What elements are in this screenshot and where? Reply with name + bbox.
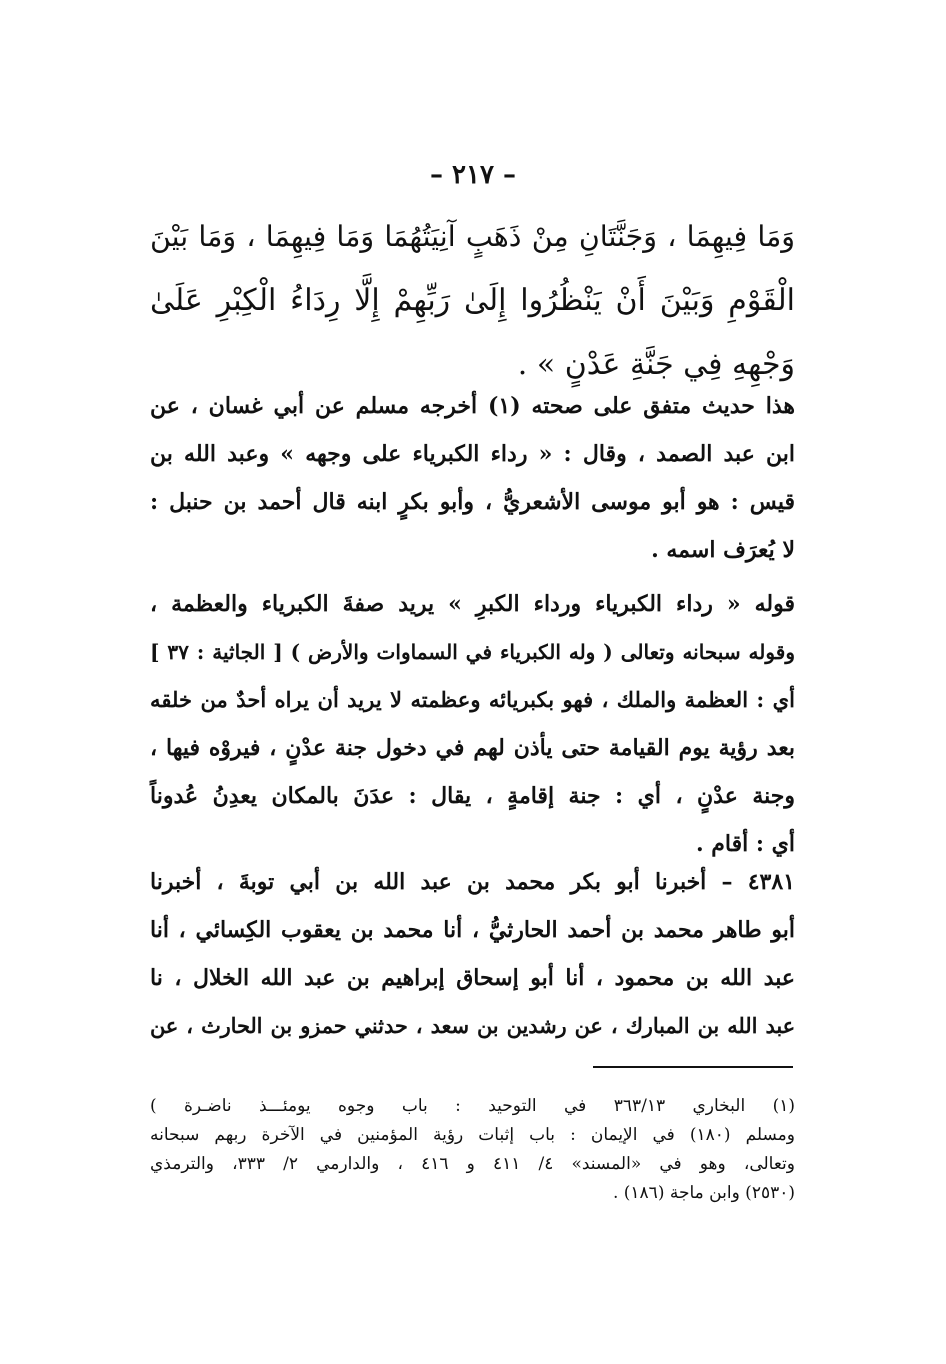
footnote-line: ومسلم (١٨٠) في الإيمان : باب إثبات رؤية المؤمنين في الآخرة ربهم سبحانه xyxy=(150,1125,796,1145)
page-number: – ٢١٧ – xyxy=(429,160,517,190)
paragraph-line: عبد الله بن المبارك ، عن رشدين بن سعد ، حدثني حمزو بن الحارث ، عن xyxy=(150,1014,795,1038)
paragraph-line: أبو طاهر محمد بن أحمد الحارثيُّ ، أنا محمد بن يعقوب الكِسائي ، أنا xyxy=(150,917,795,943)
paragraph-hadith-chain xyxy=(150,858,795,1050)
paragraph-line: قوله « رداء الكبرياء ورداء الكبرِ » يريد صفةَ الكبرياء والعظمة ، xyxy=(150,591,795,617)
paragraph-line: أي : أقام . xyxy=(695,831,795,857)
footnote-divider xyxy=(593,1066,793,1068)
paragraph-line: وقوله سبحانه وتعالى ( وله الكبرياء في السماوات والأرض ) [ الجاثية : ٣٧ ] xyxy=(150,640,795,664)
footnotes xyxy=(150,1092,795,1208)
paragraph-line: ٤٣٨١ – أخبرنا أبو بكر محمد بن عبد الله بن أبي توبةَ ، أخبرنا xyxy=(150,869,795,895)
paragraph-line: وجنة عدْنٍ ، أي : جنة إقامةٍ ، يقال : عدَنَ بالمكان يعدِنُ عُدوناً xyxy=(150,783,795,809)
paragraph-line: أي : العظمة والملك ، فهو بكبريائه وعظمته لا يريد أن يراه أحدٌ من خلقه xyxy=(150,687,796,712)
footnote-line: وتعالى، وهو في «المسند» ٤/ ٤١١ و ٤١٦ ، والدارمي ٢/ ٣٣٣، والترمذي xyxy=(150,1154,795,1174)
paragraph-authentication xyxy=(150,382,795,574)
paragraph-line: ابن عبد الصمد ، وقال : « رداء الكبرياء على وجهه » وعبد الله بن xyxy=(150,441,795,467)
quote-line: وَجْهِهِ فِي جَنَّةِ عَدْنٍ » . xyxy=(517,347,795,382)
paragraph-line: عبد الله بن محمود ، أنا أبو إسحاق إبراهيم بن عبد الله الخلال ، نا xyxy=(150,965,795,991)
quote-line: وَمَا فِيهِمَا ، وَجَنَّتَانِ مِنْ ذَهَبٍ آنِيَتُهُمَا وَمَا فِيهِمَا ، وَمَا بَيْنَ xyxy=(150,220,795,253)
footnote-line: (٢٥٣٠) وابن ماجة (١٨٦) . xyxy=(612,1183,795,1203)
paragraph-line: هذا حديث متفق على صحته (١) أخرجه مسلم عن أبي غسان ، عن xyxy=(150,393,795,419)
quote-line: الْقَوْمِ وَبَيْنَ أَنْ يَنْظُرُوا إِلَىٰ رَبِّهِمْ إِلَّا رِدَاءُ الْكِبْرِ عَلَىٰ xyxy=(150,283,795,318)
paragraph-commentary xyxy=(150,580,795,868)
paragraph-line: قيس : هو أبو موسى الأشعريُّ ، وأبو بكرٍ ابنه قال أحمد بن حنبل : xyxy=(150,489,795,515)
paragraph-line: لا يُعرَف اسمه . xyxy=(651,537,795,563)
paragraph-line: بعد رؤية يوم القيامة حتى يأذن لهم في دخول جنة عدْنٍ ، فيروْه فيها ، xyxy=(150,735,795,761)
quoted-hadith-text xyxy=(150,205,795,397)
footnote-line: (١) البخاري ٣٦٣/١٣ في التوحيد : باب وجوه يومئـــذ ناضـرة ) xyxy=(150,1096,795,1116)
